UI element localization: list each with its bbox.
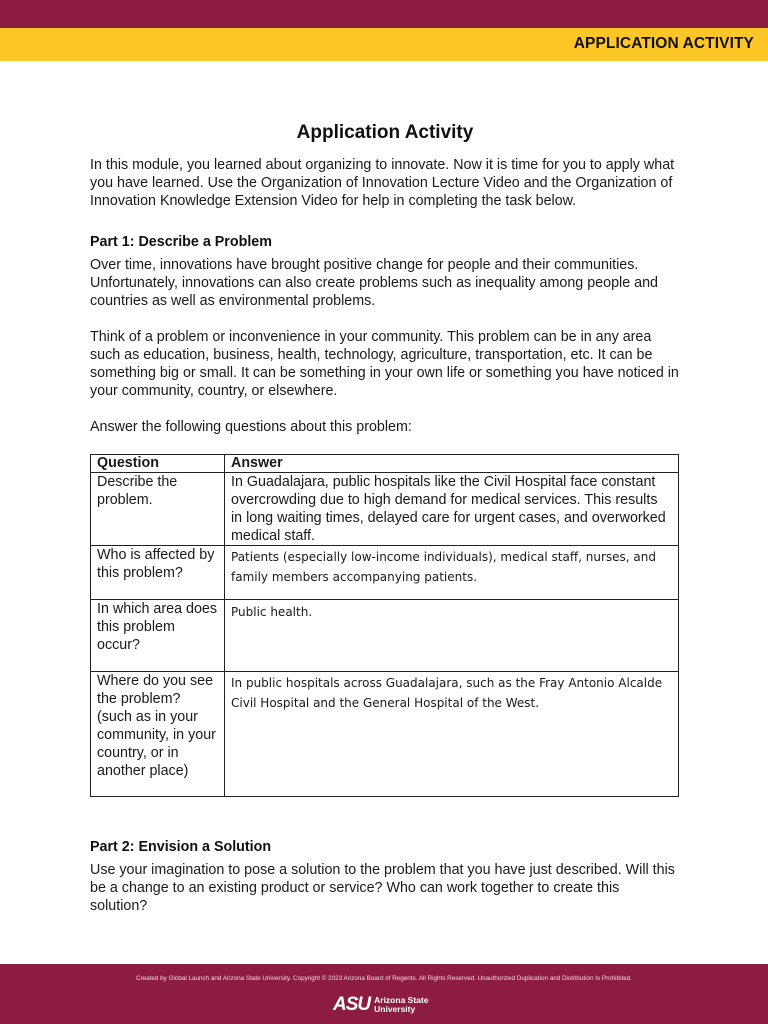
answer-cell: Patients (especially low-income individuals), medical staff, nurses, and family members accompanying patients. [225, 546, 679, 600]
table-row [91, 546, 679, 600]
table-row [91, 600, 679, 672]
top-maroon-bar [0, 0, 768, 28]
document-body [90, 122, 680, 915]
intro-paragraph: In this module, you learned about organizing to innovate. Now it is time for you to apply what you have learned. Use the Organization of Innovation Lecture Video and the Organization of Innovation Knowledge Extension Video for help in completing the task below. [90, 157, 675, 209]
question-cell: Where do you see the problem? (such as in your community, in your country, or in another place) [91, 672, 225, 797]
question-cell: Describe the problem. [91, 473, 225, 546]
asu-logo-line-2: University [374, 1004, 416, 1014]
header-label: APPLICATION ACTIVITY [573, 35, 754, 52]
part1-paragraph-1: Over time, innovations have brought positive change for people and their communities. Unfortunately, innovations can also create problems such as inequality among people and countries as well as environmental problems. [90, 257, 658, 309]
part2-paragraph: Use your imagination to pose a solution to the problem that you have just described. Will this be a change to an existing product or service? Who can work together to create this solution? [90, 862, 675, 914]
question-cell: In which area does this problem occur? [91, 600, 225, 672]
footer [0, 964, 768, 1024]
part1-heading: Part 1: Describe a Problem [90, 234, 272, 250]
table-header-question: Question [91, 455, 225, 473]
table-row [91, 672, 679, 797]
part1-prompt: Answer the following questions about this problem: [90, 419, 412, 435]
asu-logo [333, 995, 428, 1015]
page-title: Application Activity [296, 122, 474, 143]
table-header-answer: Answer [225, 455, 679, 473]
header-banner [0, 28, 768, 61]
asu-logo-line-1: Arizona State [374, 995, 429, 1005]
table-row [91, 473, 679, 546]
question-cell: Who is affected by this problem? [91, 546, 225, 600]
part2-heading: Part 2: Envision a Solution [90, 839, 272, 855]
table-header-row [91, 455, 679, 473]
answer-cell: In public hospitals across Guadalajara, such as the Fray Antonio Alcalde Civil Hospital and the General Hospital of the West. [225, 672, 679, 797]
asu-logo-wordmark [374, 996, 428, 1014]
part1-paragraph-2: Think of a problem or inconvenience in your community. This problem can be in any area such as education, business, health, technology, agriculture, transportation, etc. It can be something big or small. It can be something in your own life or something you have noticed in your community, country, or elsewhere. [90, 329, 679, 399]
answer-cell: Public health. [225, 600, 679, 672]
answer-cell: In Guadalajara, public hospitals like the Civil Hospital face constant overcrowding due to high demand for medical services. This results in long waiting times, delayed care for urgent cases, and overworked medical staff. [225, 473, 679, 546]
copyright-notice: Created by Global Launch and Arizona State University. Copyright © 2023 Arizona Board of Regents. All Rights Reserved. Unauthorized Duplication and Distribution Is Prohibited. [136, 975, 632, 982]
question-answer-table [90, 454, 679, 797]
asu-logo-mark: ASU [333, 994, 371, 1015]
